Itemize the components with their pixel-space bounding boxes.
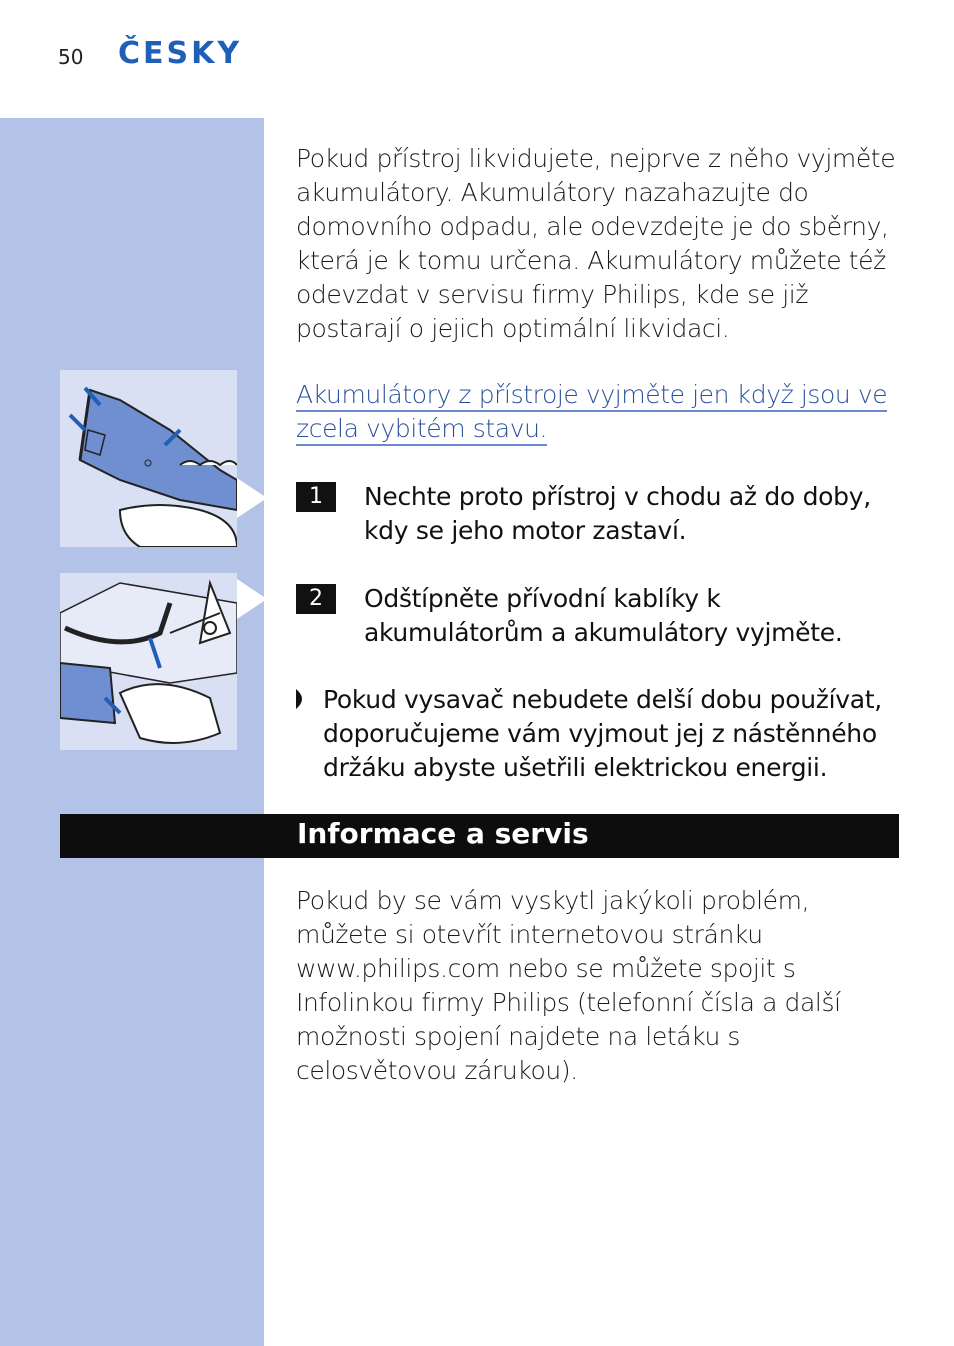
- step-text: Nechte proto přístroj v chodu až do doby, kdy se jeho motor zastaví.: [364, 482, 871, 545]
- pointer-arrow: [237, 579, 267, 619]
- step-text: Odštípněte přívodní kablíky k akumulátorům a akumulátory vyjměte.: [364, 584, 843, 647]
- illustration-cutting-wires: [60, 573, 237, 750]
- tip-text: Pokud vysavač nebudete delší dobu používat, doporučujeme vám vyjmout jej z nástěnného držáku abyste ušetřili elektrickou energii.: [323, 685, 882, 782]
- warning-paragraph: [296, 378, 896, 446]
- section-title: Informace a servis: [297, 817, 589, 850]
- language-heading: ČESKY: [118, 36, 243, 71]
- bullet-icon: [296, 689, 308, 709]
- pointer-arrow: [237, 478, 267, 518]
- warning-text: Akumulátory z přístroje vyjměte jen když jsou ve zcela vybitém stavu.: [296, 380, 887, 446]
- section-header-bar: [60, 814, 899, 858]
- step-number: 1: [296, 482, 336, 512]
- disposal-paragraph: Pokud přístroj likvidujete, nejprve z něho vyjměte akumulátory. Akumulátory nazahazujte do domovního odpadu, ale odevzdejte je do sběrny, která je k tomu určena. Akumulátory můžete též odevzdat v servisu firmy Philips, kde se již postarají o jejich optimální likvidaci.: [296, 144, 896, 343]
- service-paragraph: Pokud by se vám vyskytl jakýkoli problém, můžete si otevřít internetovou stránku www.philips.com nebo se můžete spojit s Infolinkou firmy Philips (telefonní čísla a další možnosti spojení najdete na letáku s celosvětovou zárukou).: [296, 886, 841, 1085]
- page-number: 50: [58, 45, 84, 69]
- step-number: 2: [296, 584, 336, 614]
- illustration-battery-removal: [60, 370, 237, 547]
